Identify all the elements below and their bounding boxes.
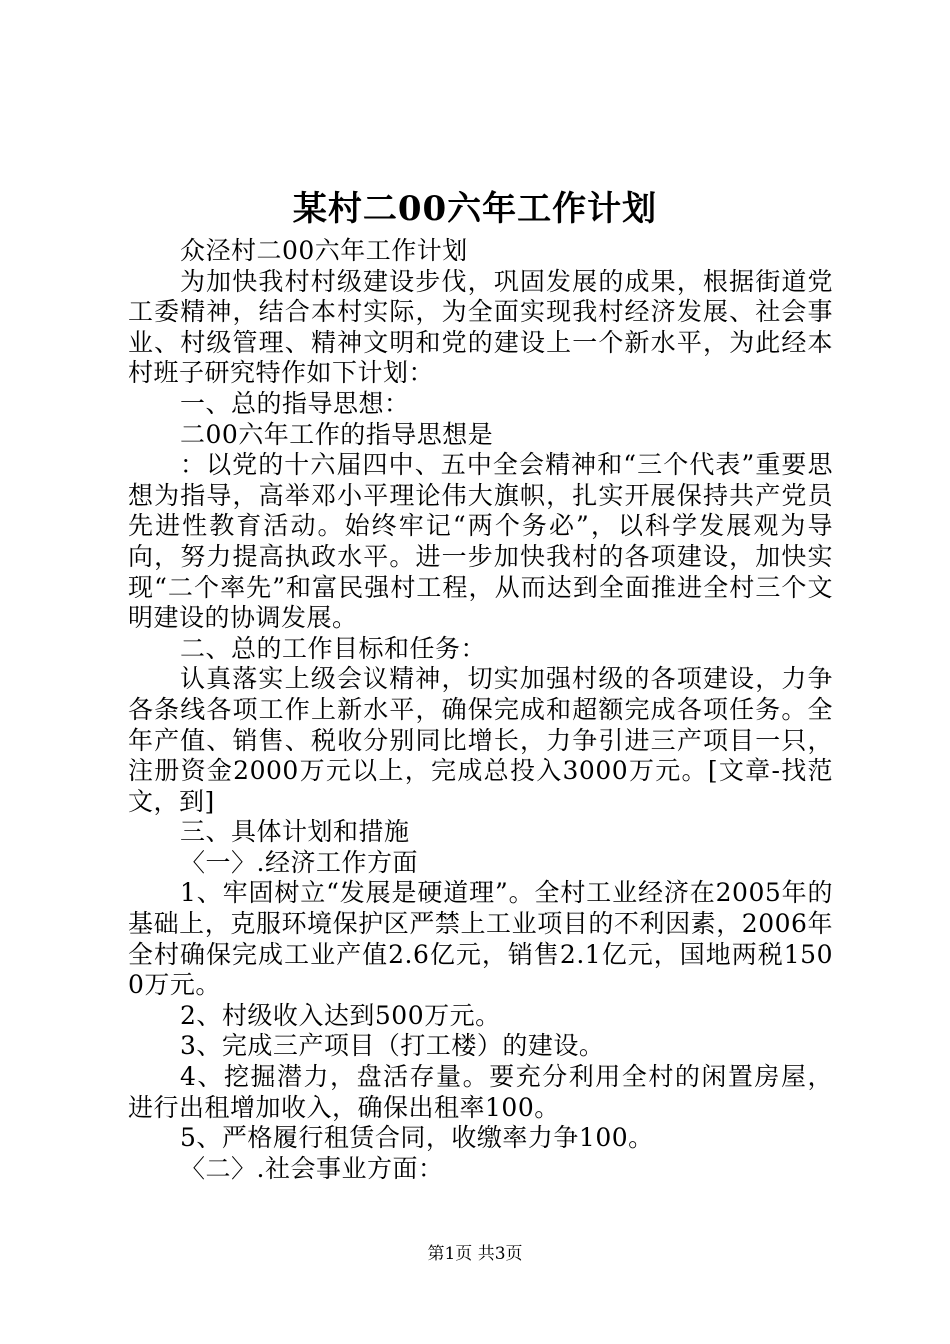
list-item-4: 4、挖掘潜力，盘活存量。要充分利用全村的闲置房屋，进行出租增加收入，确保出租率100。 (128, 1062, 833, 1122)
heading-guiding-thought: 一、总的指导思想： (180, 388, 410, 418)
list-item-3: 3、完成三产项目（打工楼）的建设。 (180, 1031, 605, 1061)
paragraph-goals-body: 认真落实上级会议精神，切实加强村级的各项建设，力争各条线各项工作上新水平，确保完成和超额完成各项任务。全年产值、销售、税收分别同比增长，力争引进三产项目一只，注册资金2000万元以上，完成总投入3000万元。[文章-找范文，到] (128, 664, 833, 816)
subheading-social: 〈二〉.社会事业方面： (180, 1153, 444, 1183)
list-item-1: 1、牢固树立“发展是硬道理”。全村工业经济在2005年的基础上，克服环境保护区严禁上工业项目的不利因素，2006年全村确保完成工业产值2.6亿元，销售2.1亿元，国地两税1500万元。 (128, 878, 833, 1000)
paragraph-intro: 为加快我村村级建设步伐，巩固发展的成果，根据街道党工委精神，结合本村实际，为全面实现我村经济发展、社会事业、村级管理、精神文明和党的建设上一个新水平，为此经本村班子研究特作如下计划： (128, 266, 833, 388)
list-item-5: 5、严格履行租赁合同，收缴率力争100。 (180, 1123, 654, 1153)
document-body (128, 236, 833, 1184)
heading-goals: 二、总的工作目标和任务： (180, 633, 487, 663)
subheading-economy: 〈一〉.经济工作方面 (180, 847, 418, 877)
paragraph-guiding-body: ：以党的十六届四中、五中全会精神和“三个代表”重要思想为指导，高举邓小平理论伟大旗帜，扎实开展保持共产党员先进性教育活动。始终牢记“两个务必”，以科学发展观为导向，努力提高执政水平。进一步加快我村的各项建设，加快实现“二个率先”和富民强村工程，从而达到全面推进全村三个文明建设的协调发展。 (128, 450, 833, 633)
paragraph-guiding-lead: 二00六年工作的指导思想是 (180, 419, 494, 449)
page-number-footer: 第1页 共3页 (427, 1244, 523, 1264)
document-title: 某村二00六年工作计划 (292, 189, 658, 229)
heading-plans: 三、具体计划和措施 (180, 817, 410, 847)
list-item-2: 2、村级收入达到500万元。 (180, 1000, 501, 1030)
paragraph-subtitle: 众泾村二00六年工作计划 (180, 236, 468, 265)
